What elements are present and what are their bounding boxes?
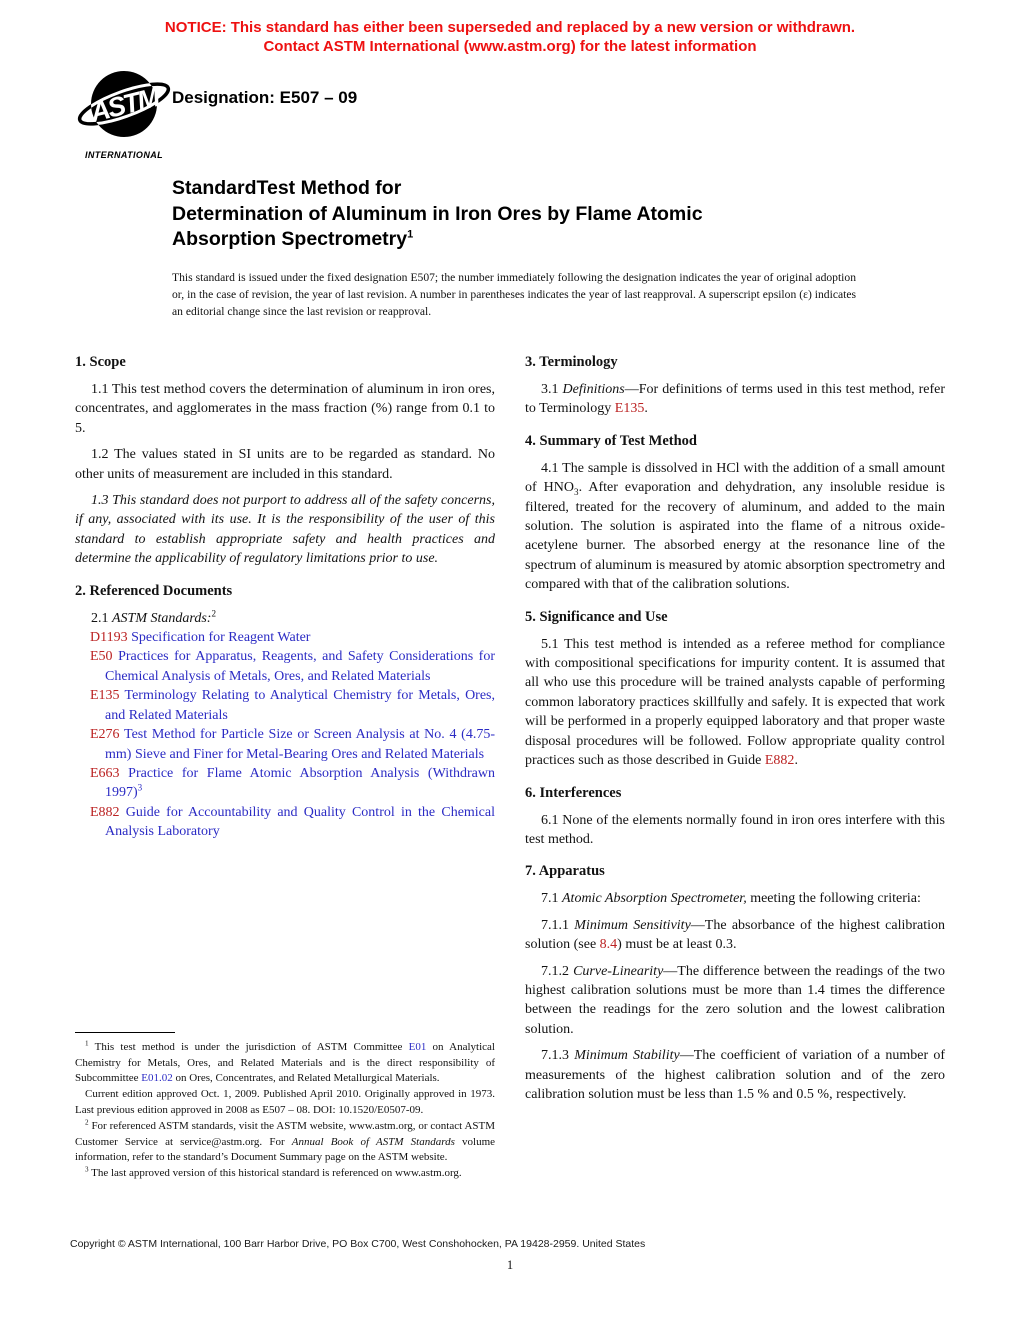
text-segment: —The absorbance of the highest calibration solution (see bbox=[525, 917, 945, 953]
paragraph bbox=[75, 445, 495, 484]
paragraph bbox=[525, 889, 945, 908]
section-heading: 1. Scope bbox=[75, 354, 126, 370]
paragraph bbox=[75, 491, 495, 569]
paragraph bbox=[525, 459, 945, 595]
paragraph bbox=[525, 962, 945, 1040]
ref-link[interactable]: E135 bbox=[614, 401, 645, 417]
footnote bbox=[75, 1087, 495, 1119]
left-column bbox=[75, 352, 495, 1182]
copyright-line: Copyright © ASTM International, 100 Barr Harbor Drive, PO Box C700, West Conshohocken, PA 19428-2959. United States bbox=[70, 1238, 646, 1250]
text-segment: volume information, refer to the standard’s Document Summary page on the ASTM website. bbox=[75, 1135, 496, 1164]
text-segment: 6.1 None of the elements normally found in iron ores interfere with this test method. bbox=[525, 812, 945, 847]
text-segment: 1.2 The values stated in SI units are to be regarded as standard. No other units of measurement are included in this standard. bbox=[75, 447, 495, 482]
text-segment: —The coefficient of variation of a number of measurements of the highest calibration solution and of the zero calibration solution must be less than 1.5 % and 0.5 %, respectively. bbox=[525, 1048, 946, 1102]
text-segment: . bbox=[644, 401, 648, 417]
text-segment: 1.1 This test method covers the determination of aluminum in iron ores, concentrates, and agglomerates in the mass fraction (%) range from 0.1 to 5. bbox=[75, 382, 495, 436]
reference-item bbox=[75, 803, 495, 842]
left-column-sections bbox=[75, 352, 495, 842]
text-segment: 7.1.1 bbox=[541, 917, 575, 933]
text-segment: . After evaporation and dehydration, any insoluble residue is filtered, treated for the recovery of aluminum, and added to the main solution. The solution is aspirated into the flame of a nitrous oxide-acetylene burner. The absorbed energy at the resonance line of the spectrum of aluminum is measured by atomic absorption spectrometry and compared with that of the calibration solutions. bbox=[525, 480, 946, 593]
document-title bbox=[172, 176, 703, 253]
text-segment: on Analytical Chemistry for Metals, Ores, and Related Materials and is the direct responsibility of Subcommittee bbox=[75, 1040, 495, 1085]
right-column bbox=[525, 352, 945, 1182]
section-heading: 5. Significance and Use bbox=[525, 608, 668, 625]
section-heading: 6. Interferences bbox=[525, 784, 622, 801]
text-segment: Atomic Absorption Spectrometer, bbox=[562, 891, 747, 907]
paragraph bbox=[525, 811, 945, 850]
paragraph bbox=[525, 1046, 945, 1104]
ref-link[interactable]: E663 bbox=[90, 765, 120, 781]
supersession-notice bbox=[0, 18, 1020, 56]
ref-link[interactable]: 3 bbox=[137, 782, 143, 793]
notice-line-2: Contact ASTM International (www.astm.org) for the latest information bbox=[263, 38, 757, 55]
text-segment: This test method is under the jurisdiction of ASTM Committee bbox=[88, 1040, 409, 1053]
reference-item bbox=[75, 628, 495, 647]
text-segment: meeting the following criteria: bbox=[746, 891, 921, 907]
paragraph bbox=[75, 380, 495, 438]
ref-link[interactable]: 8.4 bbox=[599, 937, 618, 953]
text-segment: 4.1 The sample is dissolved in HCl with the addition of a small amount of HNO bbox=[525, 460, 945, 496]
right-column-sections bbox=[525, 352, 945, 1104]
text-segment: ASTM Standards: bbox=[112, 610, 212, 626]
ref-link[interactable]: Terminology Relating to Analytical Chemistry for Metals, Ores, and Related Materials bbox=[105, 688, 495, 723]
paragraph bbox=[525, 380, 945, 419]
ref-link[interactable]: E01 bbox=[408, 1040, 427, 1053]
designation: Designation: E507 – 09 bbox=[172, 88, 358, 107]
reference-item bbox=[75, 764, 495, 803]
footnote bbox=[75, 1040, 495, 1087]
reference-item bbox=[75, 647, 495, 686]
ref-link[interactable]: Test Method for Particle Size or Screen Analysis at No. 4 (4.75-mm) Sieve and Finer for Metal-Bearing Ores and Related Materials bbox=[105, 727, 495, 762]
text-segment: 1.3 This standard does not purport to address all of the safety concerns, if any, associated with its use. It is the responsibility of the user of this standard to establish appropriate safety and health practices and determine the applicability of regulatory limitations prior to use. bbox=[75, 493, 495, 567]
text-segment: 7.1.3 bbox=[541, 1048, 575, 1064]
section-heading: 2. Referenced Documents bbox=[75, 582, 233, 599]
text-segment: . bbox=[794, 753, 798, 769]
issuance-note: This standard is issued under the fixed designation E507; the number immediately following the designation indicates the year of original adoption or, in the case of revision, the year of last revision. A number in parentheses indicates the year of last reapproval. A superscript epsilon (ε) indicates an editorial change since the last revision or reapproval. bbox=[172, 271, 856, 318]
text-segment: Curve-Linearity bbox=[573, 963, 664, 979]
text-segment: Current edition approved Oct. 1, 2009. Published April 2010. Originally approved in 1973. Last previous edition approved in 2008 as E507 – 08. DOI: 10.1520/E0507-09. bbox=[75, 1088, 495, 1117]
ref-link[interactable]: E276 bbox=[90, 727, 120, 743]
ref-link[interactable]: E50 bbox=[90, 649, 113, 665]
text-segment: Annual Book of ASTM Standards bbox=[291, 1135, 455, 1148]
reference-item bbox=[75, 686, 495, 725]
text-segment: 7.1 bbox=[541, 891, 562, 907]
text-segment: Definitions bbox=[562, 382, 625, 397]
ref-link[interactable]: E135 bbox=[90, 688, 120, 704]
paragraph bbox=[525, 635, 945, 771]
text-segment: —For definitions of terms used in this test method, refer to Terminology bbox=[525, 382, 946, 417]
footnote bbox=[75, 1119, 495, 1166]
text-segment: Minimum Stability bbox=[574, 1048, 680, 1064]
text-segment: 7.1.2 bbox=[541, 963, 574, 979]
ref-link[interactable]: D1193 bbox=[90, 630, 128, 646]
text-segment: 2.1 bbox=[91, 610, 112, 626]
text-segment: —The difference between the readings of the two highest calibration solutions must be more than 1.4 times the difference between the readings for the zero solution and the lowest calibration solution. bbox=[525, 963, 945, 1037]
ref-link[interactable]: Practices for Apparatus, Reagents, and Safety Considerations for Chemical Analysis of Metals, Ores, and Related Materials bbox=[105, 649, 495, 684]
footnote-list bbox=[75, 1040, 495, 1182]
astm-globe-icon bbox=[74, 66, 174, 148]
section-heading: 3. Terminology bbox=[525, 354, 618, 370]
paragraph bbox=[75, 609, 495, 628]
text-segment: 3.1 bbox=[541, 382, 563, 397]
ref-link[interactable]: E01.02 bbox=[141, 1072, 173, 1085]
text-segment: 1 bbox=[85, 1039, 89, 1048]
footnote bbox=[75, 1166, 495, 1182]
astm-logo-text: ASTM bbox=[87, 82, 162, 128]
text-segment: 3 bbox=[574, 487, 579, 498]
ref-link[interactable]: Guide for Accountability and Quality Control in the Chemical Analysis Laboratory bbox=[105, 804, 495, 840]
text-segment: Minimum Sensitivity bbox=[574, 917, 691, 933]
footnotes-block bbox=[75, 1032, 495, 1182]
section-heading: 7. Apparatus bbox=[525, 863, 605, 880]
notice-line-1: NOTICE: This standard has either been superseded and replaced by a new version or withdrawn. bbox=[164, 19, 856, 36]
text-segment: on Ores, Concentrates, and Related Metallurgical Materials. bbox=[172, 1072, 440, 1085]
ref-link[interactable]: E882 bbox=[90, 804, 120, 820]
text-segment: ) must be at least 0.3. bbox=[617, 937, 737, 953]
astm-logo-subtext: INTERNATIONAL bbox=[84, 150, 164, 160]
text-segment: 2 bbox=[211, 608, 216, 618]
text-segment: The last approved version of this historical standard is referenced on www.astm.org. bbox=[88, 1167, 462, 1180]
title-line-2: Determination of Aluminum in Iron Ores by Flame Atomic bbox=[172, 202, 703, 225]
paragraph bbox=[525, 916, 945, 955]
ref-link[interactable]: E882 bbox=[764, 753, 795, 769]
title-line-1: StandardTest Method for bbox=[172, 177, 402, 199]
two-column-body bbox=[75, 352, 945, 1182]
text-segment: For referenced ASTM standards, visit the ASTM website, www.astm.org, or contact ASTM Customer Service at service@astm.org. For bbox=[75, 1119, 495, 1148]
ref-link[interactable]: Specification for Reagent Water bbox=[127, 630, 311, 646]
astm-logo bbox=[72, 66, 176, 160]
text-segment: 2 bbox=[85, 1118, 89, 1127]
footnote-rule bbox=[75, 1032, 175, 1033]
text-segment: 5.1 This test method is intended as a referee method for compliance with compositional specifications for impurity content. It is assumed that all who use this procedure will be trained analysts capable of performing common laboratory practices skillfully and safely. It is expected that work will be performed in a properly equipped laboratory and that proper waste disposal procedures will be followed. Follow appropriate quality control practices such as those described in Guide bbox=[525, 636, 945, 769]
section-heading: 4. Summary of Test Method bbox=[525, 432, 697, 449]
reference-item bbox=[75, 725, 495, 764]
title-line-3: Absorption Spectrometry$^1$ bbox=[172, 228, 414, 250]
page-number: 1 bbox=[506, 1258, 514, 1272]
text-segment: 3 bbox=[85, 1165, 89, 1174]
title-footnote-marker: 1 bbox=[407, 228, 414, 241]
ref-link[interactable]: Practice for Flame Atomic Absorption Analysis (Withdrawn 1997) bbox=[105, 765, 495, 801]
